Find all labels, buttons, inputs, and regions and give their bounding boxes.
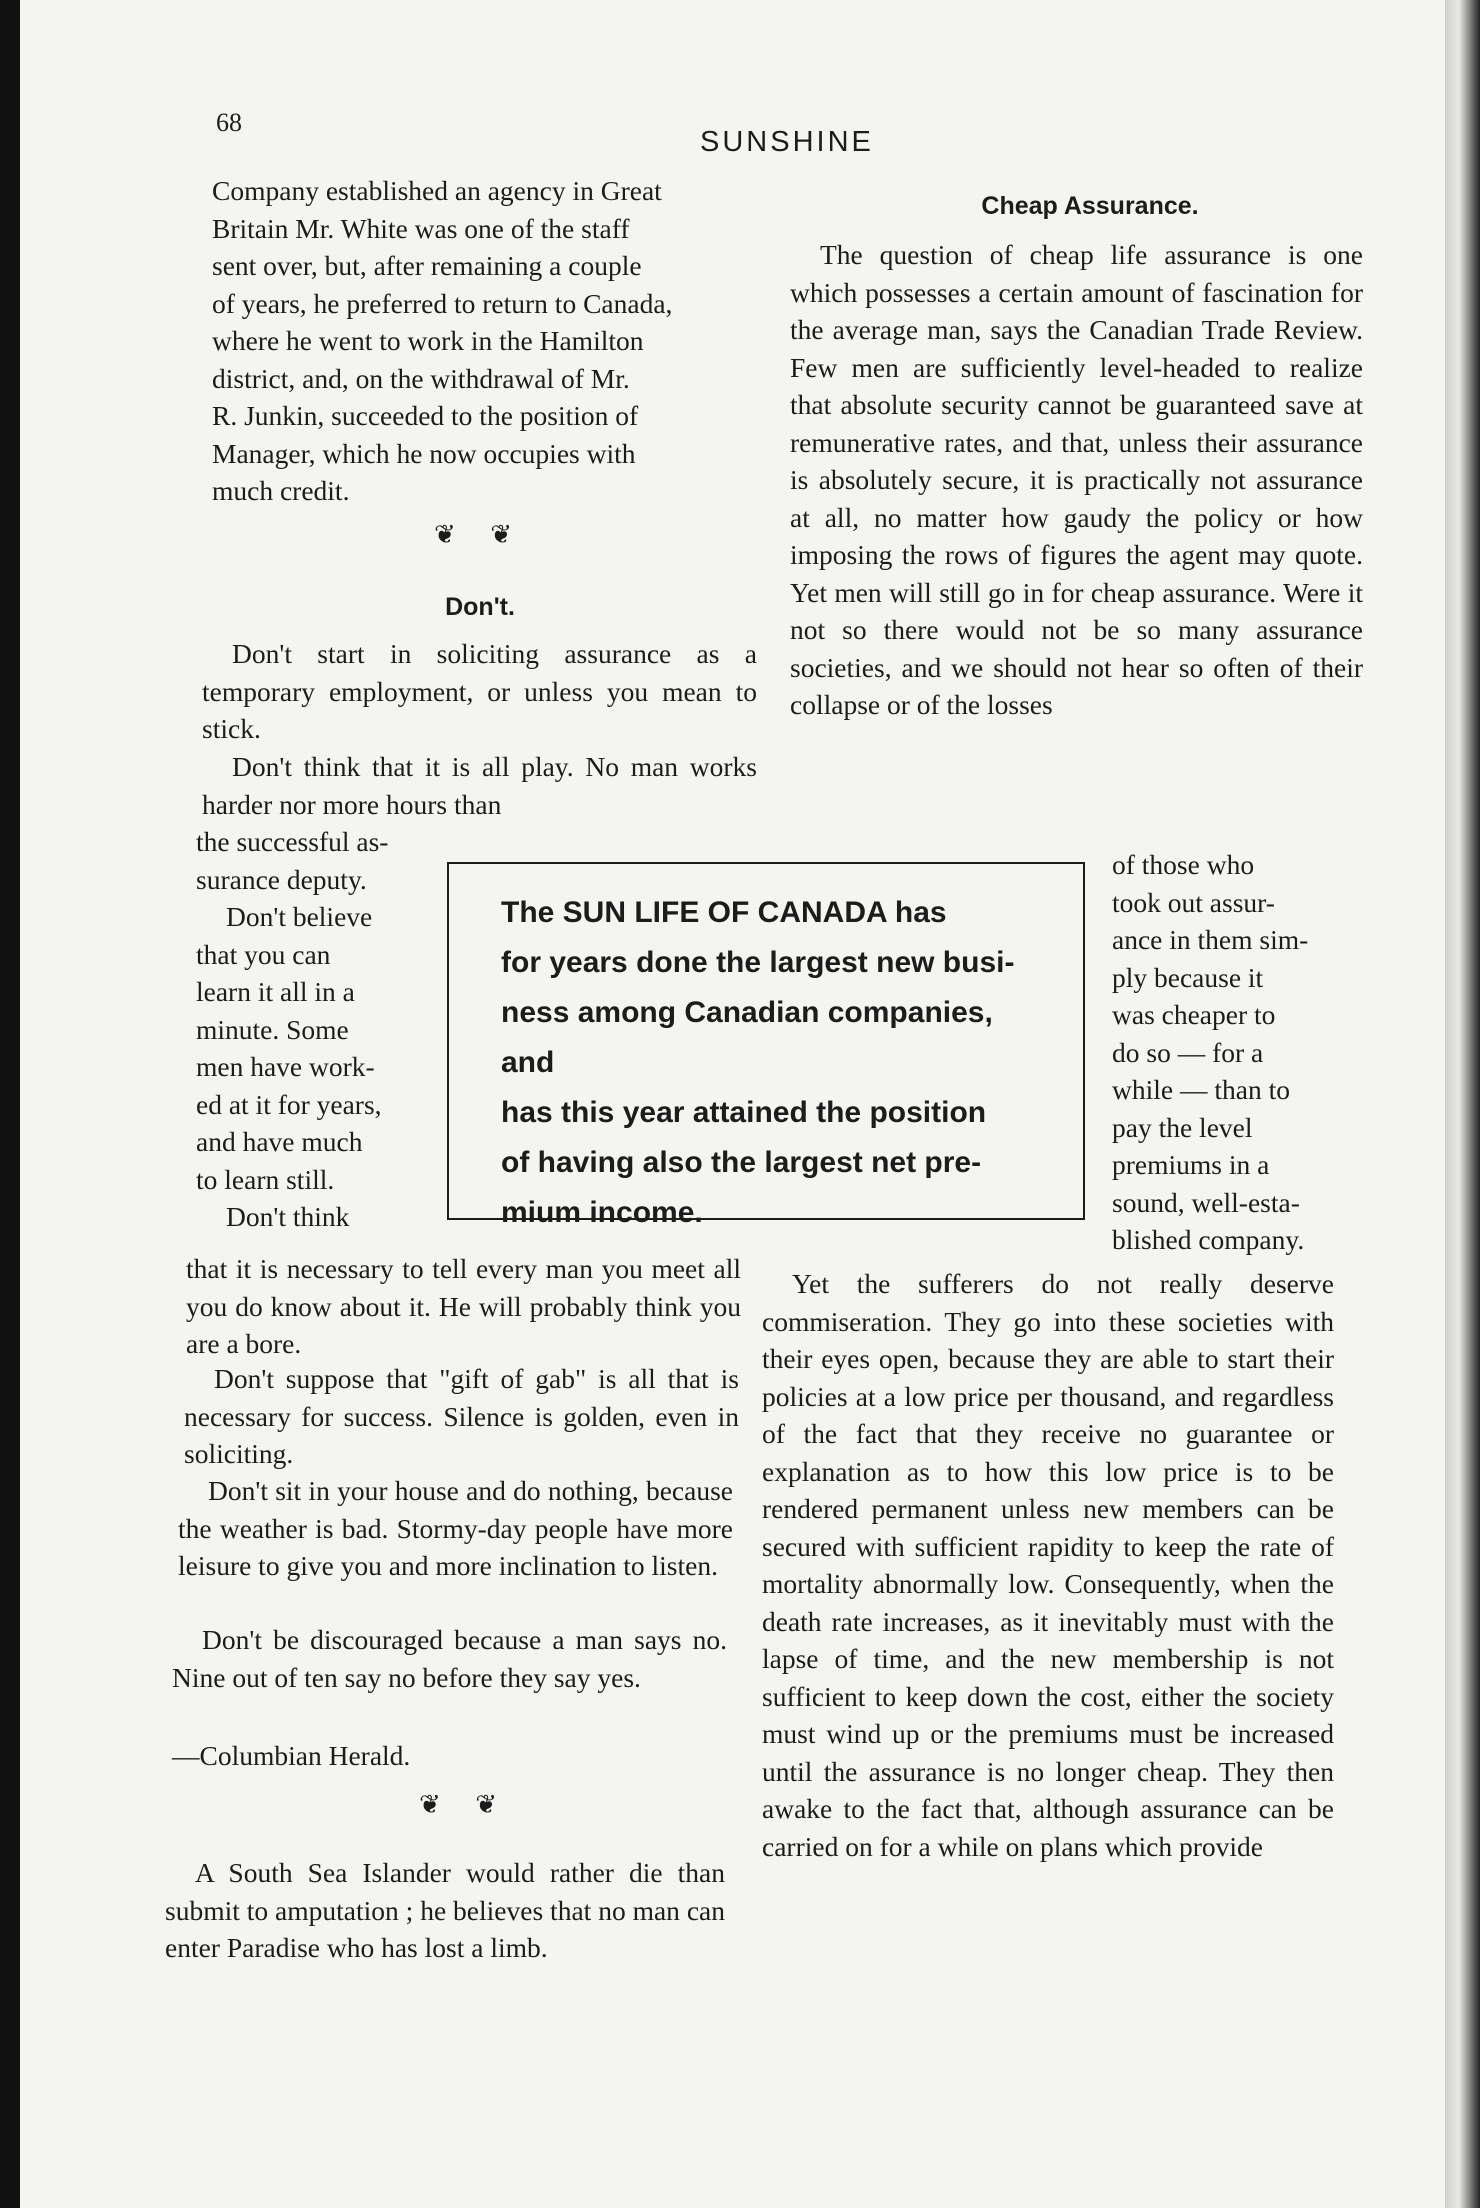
text-line: R. Junkin, succeeded to the position of xyxy=(212,400,639,431)
dont-paragraph-1: Don't start in soliciting assurance as a temporary employment, or unless you mean to stick. xyxy=(202,638,757,744)
south-sea-paragraph: A South Sea Islander would rather die than submit to amputation ; he believes that no man can enter Paradise who has lost a limb. xyxy=(165,1857,725,1963)
text-line: pay the level xyxy=(1112,1111,1253,1143)
cheap-assurance-paragraph-2: Yet the sufferers do not really deserve commiseration. They go into these societies with their eyes open, because they are able to start their policies at a low price per thousand, and regardless of the fact that they receive no guarantee or explanation as to how this low price is to be rendered permanent unless new members can be secured with sufficient rapidity to keep the rate of mortality abnormally low. Consequently, when the death rate increases, as it inevitably must with the lapse of time, and the new membership is not sufficient to keep down the cost, either the society must wind up or the premiums must be increased until the assurance is no longer cheap. They then awake to the fact that, although assurance can be carried on for a while on plans which provide xyxy=(762,1268,1334,1862)
text-line: district, and, on the withdrawal of Mr. xyxy=(212,362,630,394)
notice-line: has this year attained the position xyxy=(501,1096,987,1129)
notice-line: of having also the largest net pre- xyxy=(501,1146,982,1179)
dont-paragraph-4: Don't suppose that "gift of gab" is all that is necessary for success. Silence is golden, even in soliciting. xyxy=(184,1363,739,1469)
text-line: to learn still. xyxy=(196,1163,335,1195)
text-line: Don't think xyxy=(226,1201,350,1232)
text-line: of years, he preferred to return to Canada, xyxy=(212,287,673,319)
ornament: ❦ ❦ xyxy=(418,1790,512,1819)
text-line: sent over, but, after remaining a couple xyxy=(212,250,642,281)
page-edge xyxy=(1445,0,1480,2208)
dont-paragraph-5: Don't sit in your house and do nothing, because the weather is bad. Stormy-day people have more leisure to give you and more inclination to listen. xyxy=(178,1475,733,1581)
text-line: Manager, which he now occupies with xyxy=(212,437,636,469)
text-line: minute. Some xyxy=(196,1013,349,1045)
notice-line: The SUN LIFE OF CANADA has xyxy=(501,896,947,929)
text-line: took out assur- xyxy=(1112,886,1275,918)
text-line: the successful as- xyxy=(196,826,389,857)
sun-life-notice-box xyxy=(447,862,1085,1229)
text-line: that you can xyxy=(196,938,331,970)
text-line: ance in them sim- xyxy=(1112,924,1309,955)
text-line: ply because it xyxy=(1112,961,1264,993)
page-number: 68 xyxy=(216,108,242,137)
running-head: SUNSHINE xyxy=(700,126,874,158)
text-line: Don't believe xyxy=(226,901,373,932)
intro-paragraph xyxy=(212,172,770,510)
text-line: of those who xyxy=(1112,849,1255,880)
text-line: men have work- xyxy=(196,1051,375,1082)
cheap-assurance-paragraph-1: The question of cheap life assurance is one which possesses a certain amount of fascination for the average man, says the Canadian Trade Review. Few men are sufficiently level-headed to realize that absolute security cannot be guaranteed save at remunerative rates, and that, unless their assurance is absolutely secure, it is practically not assurance at all, no matter how gaudy the policy or how imposing the rows of figures the agent may quote. Yet men will still go in for cheap assurance. Were it not so there would not be so many assurance societies, and we should not hear so often of their collapse or of the losses xyxy=(790,239,1363,720)
ornament: ❦ ❦ xyxy=(433,520,527,549)
text-line: ed at it for years, xyxy=(196,1088,382,1120)
notice-line: for years done the largest new busi- xyxy=(501,946,1015,979)
text-line: where he went to work in the Hamilton xyxy=(212,325,644,356)
cheap-assurance-heading: Cheap Assurance. xyxy=(981,192,1199,220)
notice-line: mium income. xyxy=(501,1196,703,1229)
text-line: sound, well-esta- xyxy=(1112,1186,1300,1218)
dont-paragraph-6: Don't be discouraged because a man says no. Nine out of ten say no before they say yes. xyxy=(172,1624,727,1693)
text-line: Company established an agency in Great xyxy=(212,175,662,206)
text-line: while — than to xyxy=(1112,1074,1290,1105)
text-line: and have much xyxy=(196,1126,363,1157)
dont-paragraph-2: Don't think that it is all play. No man works harder nor more hours than xyxy=(202,751,757,820)
text-line: was cheaper to xyxy=(1112,999,1276,1030)
text-line: learn it all in a xyxy=(196,976,355,1007)
dont-narrow-block xyxy=(196,823,431,1236)
text-line: much credit. xyxy=(212,475,350,506)
dont-paragraph-3: that it is necessary to tell every man you meet all you do know about it. He will probably think you are a bore. xyxy=(186,1253,741,1359)
dont-heading: Don't. xyxy=(445,593,515,621)
text-line: blished company. xyxy=(1112,1224,1305,1255)
notice-line: ness among Canadian companies, and xyxy=(501,996,993,1079)
text-line: surance deputy. xyxy=(196,863,367,895)
text-line: do so — for a xyxy=(1112,1036,1264,1068)
attribution: —Columbian Herald. xyxy=(172,1740,411,1771)
text-line: premiums in a xyxy=(1112,1149,1270,1180)
cheap-assurance-narrow-block xyxy=(1112,846,1347,1259)
text-line: Britain Mr. White was one of the staff xyxy=(212,212,630,244)
